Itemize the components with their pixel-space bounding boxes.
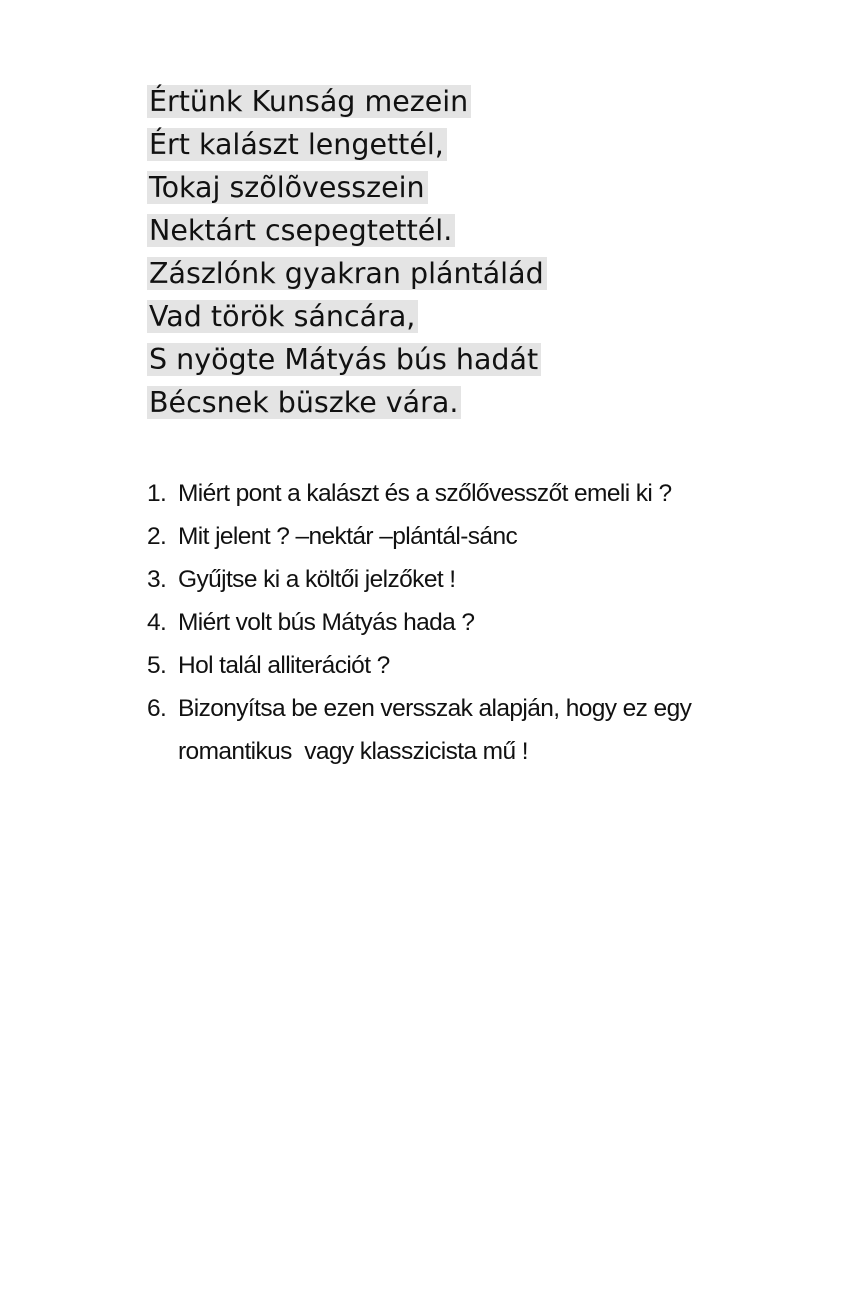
question-item bbox=[147, 644, 793, 687]
question-number: 3. bbox=[147, 566, 167, 593]
poem-line bbox=[147, 166, 547, 209]
poem-line-text: Zászlónk gyakran plántálád bbox=[147, 257, 547, 290]
question-text: Mit jelent ? –nektár –plántál-sánc bbox=[178, 523, 518, 550]
question-text: Bizonyítsa be ezen versszak alapján, hogy ez egy romantikus vagy klasszicista mű ! bbox=[178, 695, 698, 765]
question-number: 2. bbox=[147, 523, 167, 550]
poem-line-text: Ért kalászt lengettél, bbox=[147, 128, 447, 161]
question-item bbox=[147, 515, 793, 558]
question-item bbox=[147, 601, 793, 644]
poem-stanza bbox=[147, 80, 547, 424]
poem-line-text: S nyögte Mátyás bús hadát bbox=[147, 343, 541, 376]
poem-line bbox=[147, 381, 547, 424]
question-item bbox=[147, 472, 793, 515]
poem-line-text: Tokaj szõlõvesszein bbox=[147, 171, 428, 204]
question-text: Gyűjtse ki a költői jelzőket ! bbox=[178, 566, 456, 593]
poem-line-text: Vad török sáncára, bbox=[147, 300, 418, 333]
question-text: Miért volt bús Mátyás hada ? bbox=[178, 609, 475, 636]
poem-line-text: Nektárt csepegtettél. bbox=[147, 214, 455, 247]
poem-line bbox=[147, 209, 547, 252]
question-list bbox=[147, 472, 793, 773]
poem-line bbox=[147, 80, 547, 123]
question-text: Hol talál alliterációt ? bbox=[178, 652, 390, 679]
question-number: 1. bbox=[147, 480, 167, 507]
poem-line bbox=[147, 338, 547, 381]
poem-line-text: Bécsnek büszke vára. bbox=[147, 386, 461, 419]
poem-line bbox=[147, 123, 547, 166]
poem-line bbox=[147, 295, 547, 338]
poem-line-text: Értünk Kunság mezein bbox=[147, 85, 471, 118]
poem-line bbox=[147, 252, 547, 295]
question-number: 4. bbox=[147, 609, 167, 636]
question-number: 6. bbox=[147, 695, 167, 722]
question-item bbox=[147, 687, 793, 773]
question-item bbox=[147, 558, 793, 601]
question-number: 5. bbox=[147, 652, 167, 679]
question-text: Miért pont a kalászt és a szőlővesszőt emeli ki ? bbox=[178, 480, 672, 507]
